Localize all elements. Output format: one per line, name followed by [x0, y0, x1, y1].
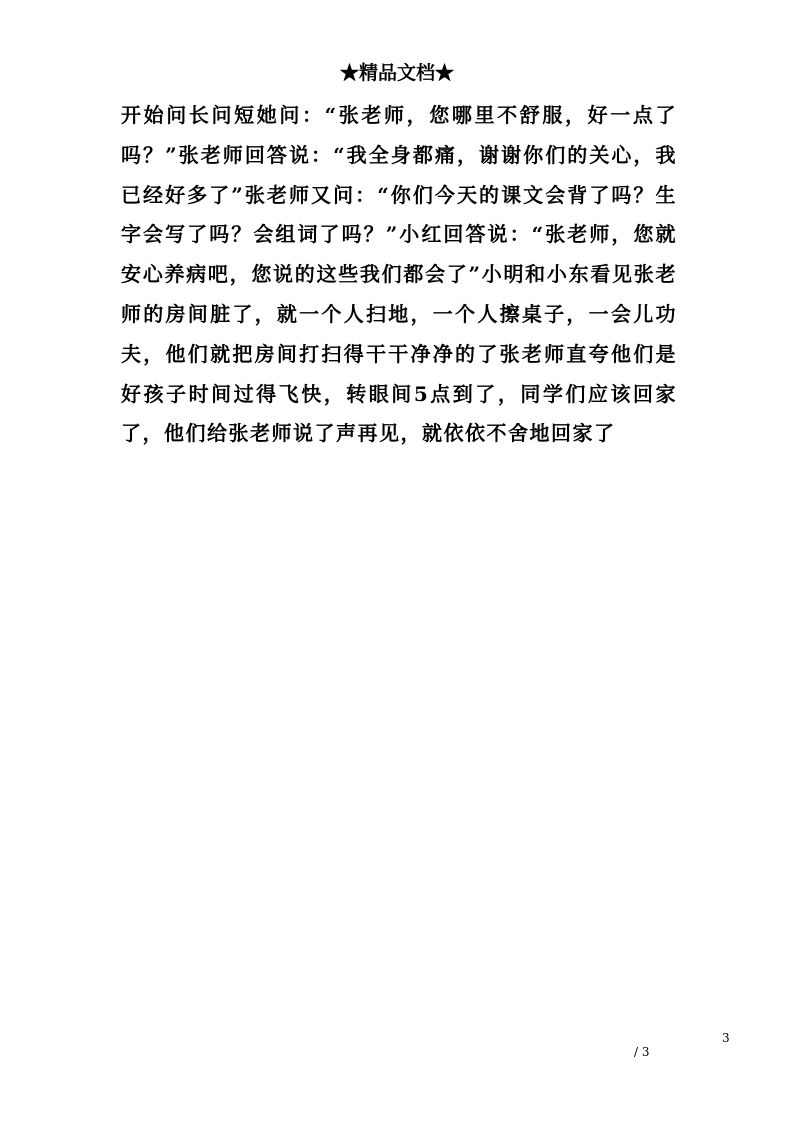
page-total: / 3 — [634, 1045, 650, 1059]
page-number: 3 — [722, 1031, 730, 1045]
body-paragraph: 开始问长问短她问：“张老师，您哪里不舒服，好一点了吗？”张老师回答说：“我全身都痛，谢谢你们的关心，我已经好多了”张老师又问：“你们今天的课文会背了吗？生字会写了吗？会组词了吗？”小红回答说：“张老师，您就安心养病吧，您说的这些我们都会了”小明和小东看见张老师的房间脏了，就一个人扫地，一个人擦桌子，一会儿功夫，他们就把房间打扫得干干净净的了张老师直夸他们是好孩子时间过得飞快，转眼间5点到了，同学们应该回家了，他们给张老师说了声再见，就依依不舍地回家了 — [121, 103, 677, 446]
document-header: ★精品文档★ — [339, 62, 454, 84]
